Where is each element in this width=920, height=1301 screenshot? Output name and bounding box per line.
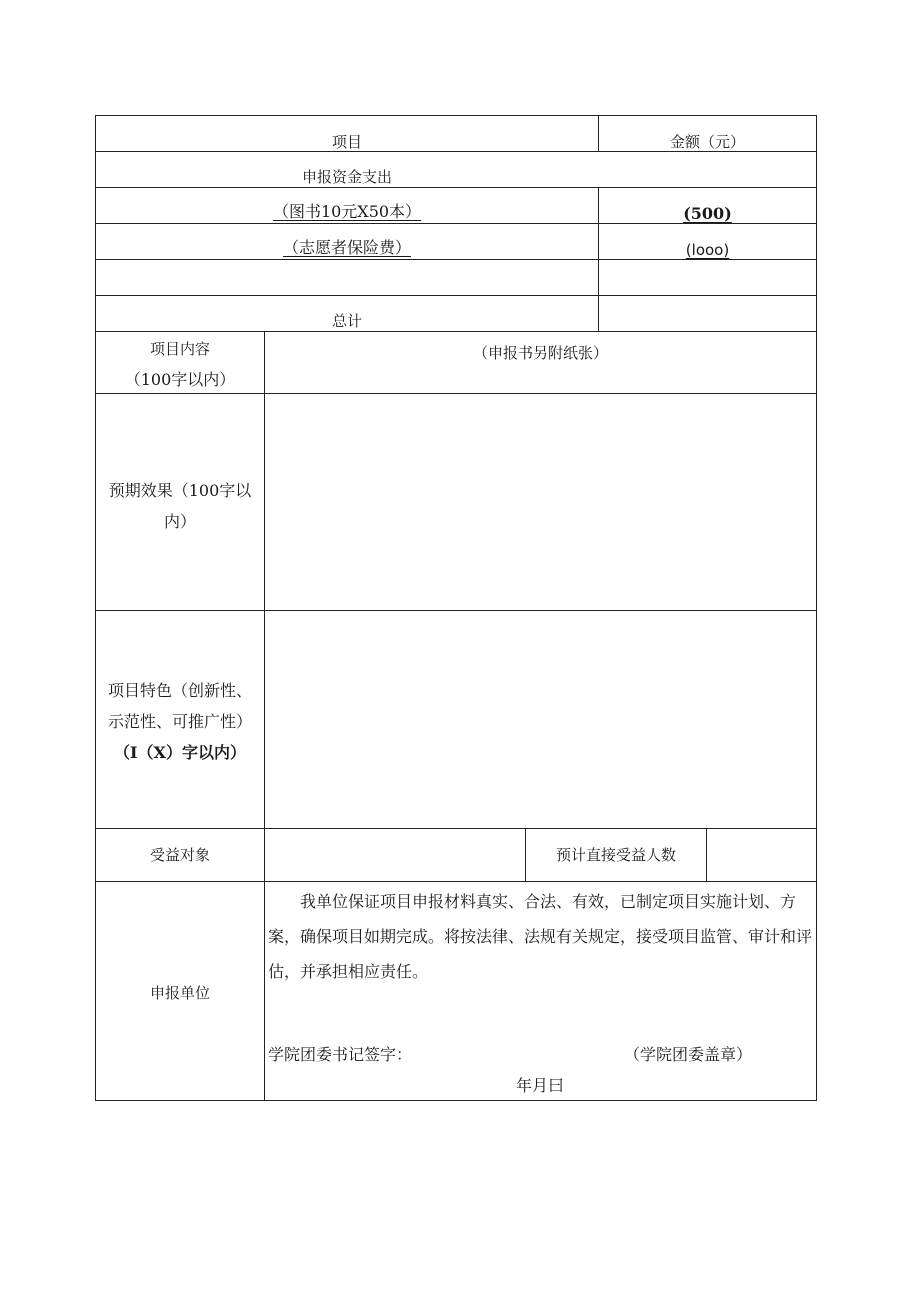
beneficiaries-label: 受益对象 xyxy=(149,846,210,864)
project-features-value-cell xyxy=(264,610,817,829)
beneficiary-count-label: 预计直接受益人数 xyxy=(555,846,676,864)
header-item-label: 项目 xyxy=(331,133,362,151)
budget-row-3-item-cell xyxy=(95,259,599,296)
budget-row-3-amount-cell xyxy=(598,259,817,296)
expected-effect-label-cell xyxy=(95,393,265,611)
budget-row-1-item-text: （图书10元X50本） xyxy=(272,202,422,221)
total-value-cell xyxy=(598,295,817,332)
section-title: 申报资金支出 xyxy=(301,168,392,186)
project-features-label-line1: 项目特色（创新性、 xyxy=(107,681,252,700)
expected-effect-label-line2: 内） xyxy=(163,512,196,531)
header-amount-label: 金额（元） xyxy=(669,133,745,151)
date-label: 年月曰 xyxy=(516,1076,565,1095)
budget-row-2-item-text: （志愿者保险费） xyxy=(282,238,411,257)
beneficiary-count-value-cell xyxy=(706,828,817,882)
budget-row-1-amount: (500) xyxy=(683,204,732,223)
declaration-text: 我单位保证项目申报材料真实、合法、有效，已制定项目实施计划、方案，确保项目如期完成。将按法律、法规有关规定，接受项目监管、审计和评估，并承担相应责任。 xyxy=(268,892,813,981)
project-content-value: （申报书另附纸张） xyxy=(472,344,608,362)
project-features-label-line2: 示范性、可推广性） xyxy=(107,712,252,731)
project-content-label-line2: （100字以内） xyxy=(124,370,236,389)
project-features-label-line3 xyxy=(95,743,265,763)
project-features-label-line3-text: （I（X）字以内） xyxy=(114,743,246,762)
budget-row-2-item xyxy=(95,238,599,258)
total-label: 总计 xyxy=(331,312,362,330)
applicant-label: 申报单位 xyxy=(149,984,210,1002)
seal-label: （学院团委盖章） xyxy=(624,1045,753,1064)
beneficiaries-value-cell xyxy=(264,828,526,882)
budget-row-2-amount: (loοo) xyxy=(685,241,730,259)
signature-label: 学院团委书记签字： xyxy=(268,1045,413,1064)
expected-effect-value-cell xyxy=(264,393,817,611)
project-content-label-line1: 项目内容 xyxy=(149,340,210,358)
expected-effect-label-line1: 预期效果（100字以 xyxy=(108,481,252,500)
budget-row-1-item xyxy=(95,202,599,222)
